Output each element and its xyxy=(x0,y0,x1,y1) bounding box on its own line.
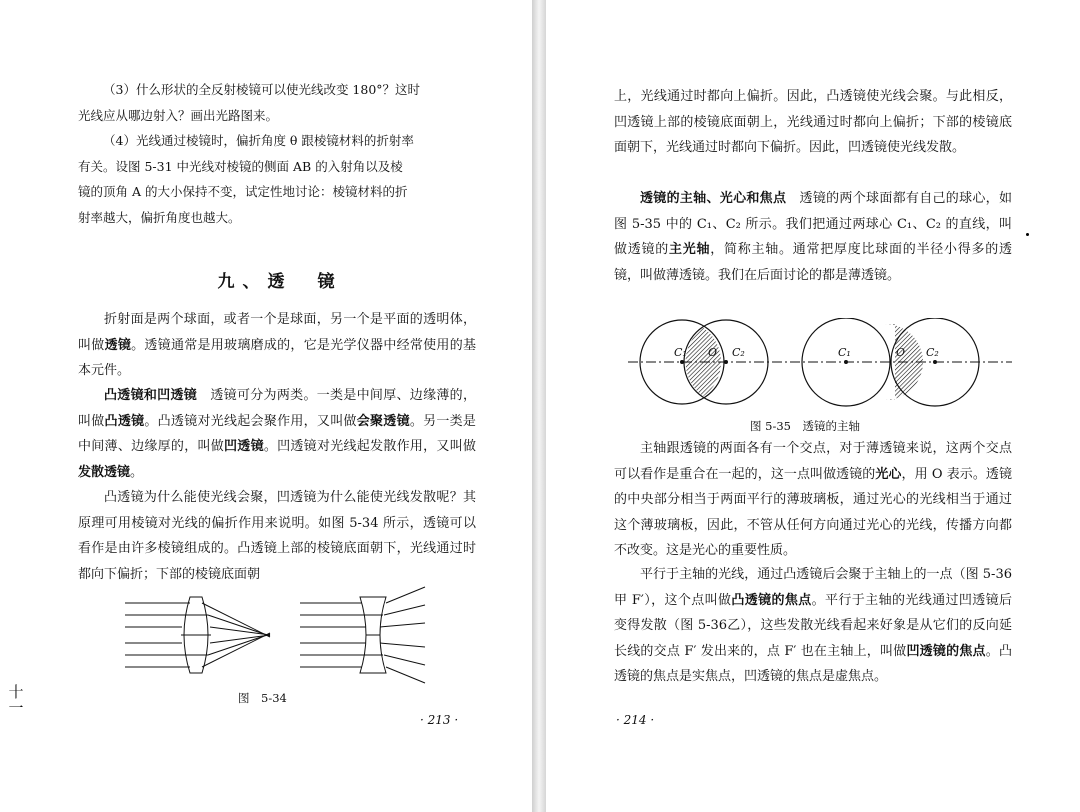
lens-convergence-paragraph: 上，光线通过时都向上偏折。因此，凸透镜使光线会聚。与此相反，凹透镜上部的棱镜底面朝上，光线通过时都向上偏折；下部的棱镜底面朝下，光线通过时都向下偏折。因此，凹透镜使光线发散。 xyxy=(614,89,1012,155)
exercise-3-line2: 光线应从哪边射入？画出光路图来。 xyxy=(78,107,279,123)
heading-convex-concave: 凸透镜和凹透镜 xyxy=(104,388,198,403)
page-number-213: · 213 · xyxy=(420,713,459,727)
figure-5-34 xyxy=(120,585,430,685)
term-concave-lens: 凹透镜 xyxy=(224,439,264,454)
exercise-4 xyxy=(78,128,476,230)
principal-axis-paragraph xyxy=(614,186,1012,288)
term-converging-lens: 会聚透镜 xyxy=(356,413,410,429)
speck-mark xyxy=(1026,233,1029,236)
term-principal-axis: 主光轴 xyxy=(669,242,711,257)
section-title: 九、透 镜 xyxy=(217,272,343,292)
label-c1: C₁ xyxy=(674,346,687,359)
center-c2-point-2 xyxy=(933,360,937,364)
label-c2-2: C₂ xyxy=(926,346,939,359)
oc-text-b: ，用 O 表示。透镜的中央部分相当于两面平行的薄玻璃板，通过光心的光线相当于通过这个薄玻璃板，因此，不管从任何方向通过光心的光线，传播方向都不改变。这是光心的重要性质。 xyxy=(614,466,1012,558)
figure-5-35 xyxy=(620,318,1020,412)
term-diverging-lens: 发散透镜 xyxy=(78,464,131,480)
label-c2: C₂ xyxy=(732,346,745,359)
exercise-4-line2: 有关。设图 5-31 中光线对棱镜的侧面 AB 的入射角以及棱 xyxy=(78,158,403,174)
term-convex-lens: 凸透镜 xyxy=(104,413,145,429)
concave-lens-diagram xyxy=(300,587,425,683)
axis-text-b: ，简称主轴。通常把厚度比球面的半径小得多的透镜，叫做薄透镜。我们在后面讨论的都是薄透镜。 xyxy=(614,242,1012,283)
cc-text-e: 。 xyxy=(130,464,144,480)
term-lens: 透镜 xyxy=(104,337,132,353)
exercise-3 xyxy=(78,77,476,128)
axis-text-a: 透镜的两个球面都有自己的球心，如图 5-35 中的 C₁、C₂ 所示。我们把通过两球心 C₁、C₂ 的直线，叫做透镜的 xyxy=(614,191,1012,257)
figure-5-34-caption: 图 5-34 xyxy=(238,691,287,705)
book-gutter xyxy=(532,0,546,812)
cc-text-d: 。凹透镜对光线起发散作用，又叫做 xyxy=(263,439,476,454)
lens-def-text-b: 。透镜通常是用玻璃磨成的，它是光学仪器中经常使用的基本元件。 xyxy=(78,337,476,378)
prism-explanation-paragraph: 凸透镜为什么能使光线会聚，凹透镜为什么能使光线发散呢？其原理可用棱镜对光线的偏折作用来说明。如图 5-34 所示，透镜可以看作是由许多棱镜组成的。凸透镜上部的棱镜底面朝下，光线通过时都向下偏折；下部的棱镜底面朝 xyxy=(78,490,476,582)
fp-text-c: 。凸透镜的焦点是实焦点，凹透镜的焦点是虚焦点。 xyxy=(614,643,1012,684)
side-margin-mark: 十一 xyxy=(8,683,24,717)
figure-5-35-caption: 图 5-35 透镜的主轴 xyxy=(750,419,860,433)
term-concave-focus: 凹透镜的焦点 xyxy=(906,643,986,659)
label-c1-2: C₁ xyxy=(838,346,851,359)
exercise-3-line1: （3）什么形状的全反射棱镜可以使光线改变 180°？这时 xyxy=(103,82,421,97)
cc-text-b: 。凸透镜对光线起会聚作用，又叫做 xyxy=(144,413,357,429)
term-optical-center: 光心 xyxy=(875,466,902,482)
lens-def-text-a: 折射面是两个球面，或者一个是球面，另一个是平面的透明体，叫做 xyxy=(78,312,476,353)
label-o-2: O xyxy=(896,346,906,359)
label-o: O xyxy=(708,346,718,359)
center-c1-point-2 xyxy=(844,360,848,364)
optical-center-paragraph xyxy=(614,436,1012,564)
exercise-4-line1: （4）光线通过棱镜时，偏折角度 θ 跟棱镜材料的折射率 xyxy=(103,133,414,148)
fp-text-b: 。平行于主轴的光线通过凹透镜后变得发散（图 5-36乙），这些发散光线看起来好象是从它们的反向延长线的交点 F′ 发出来的，点 F′ 也在主轴上，叫做 xyxy=(614,592,1012,659)
lens-definition-paragraph xyxy=(78,307,476,384)
center-c1-point xyxy=(680,360,684,364)
exercise-4-line4: 射率越大，偏折角度也越大。 xyxy=(78,209,241,225)
cc-text-c: 。另一类是中间薄、边缘厚的，叫做 xyxy=(78,413,476,454)
convex-lens-diagram xyxy=(125,597,270,673)
exercise-4-line3: 镜的顶角 A 的大小保持不变，试定性地讨论：棱镜材料的折 xyxy=(78,184,408,199)
heading-axis-center-focus: 透镜的主轴、光心和焦点 xyxy=(640,191,787,206)
cc-text-a: 透镜可分为两类。一类是中间厚、边缘薄的，叫做 xyxy=(78,388,476,429)
term-convex-focus: 凸透镜的焦点 xyxy=(731,592,812,608)
oc-text-a: 主轴跟透镜的两面各有一个交点，对于薄透镜来说，这两个交点可以看作是重合在一起的，这一点叫做透镜的 xyxy=(614,441,1012,482)
page-number-214: · 214 · xyxy=(616,713,655,727)
fp-text-a: 平行于主轴的光线，通过凸透镜后会聚于主轴上的一点（图 5-36 甲 F′），这个点叫做 xyxy=(614,567,1012,608)
focal-point-paragraph xyxy=(614,562,1012,690)
convex-concave-paragraph xyxy=(78,383,476,485)
center-c2-point xyxy=(724,360,728,364)
